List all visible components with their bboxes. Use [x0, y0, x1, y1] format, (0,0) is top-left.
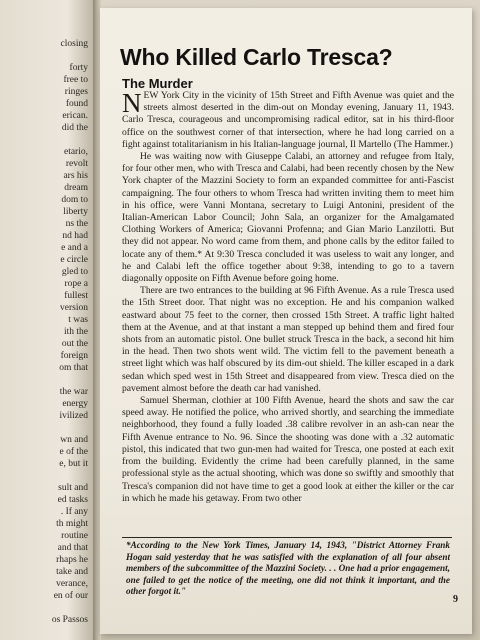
- left-page-line: foreign: [60, 351, 88, 361]
- footnote-rule: [122, 537, 452, 538]
- right-page: [100, 8, 472, 634]
- left-page-line: out the: [61, 339, 88, 349]
- paragraph-4: Samuel Sherman, clothier at 100 Fifth Avenue, heard the shots and saw the car speed away. He notified the police, who arrived shortly, and searching the immediate neighborhood, they found a fully loaded .38 calibre revolver in an ash-can near the Fifth Avenue entrance to No. 96. Since the shooting was done with a .32 automatic pistol, this indicated that two gun-men had waited for Tresca, one posted at each exit from the building. Evidently the crime had been carefully planned, in the same professional style as the actual shooting, which was done so swiftly and smoothly that Tresca's companion did not have time to get a good look at either the killer or the car in which he made his getaway. From two other: [122, 395, 454, 504]
- left-page-line: did the: [61, 123, 88, 133]
- left-page-line: forty: [69, 63, 88, 73]
- left-page-line: ringes: [64, 87, 88, 97]
- left-page-line: e of the: [59, 447, 88, 457]
- left-page-line: verance,: [56, 579, 88, 589]
- left-page-line: dream: [64, 183, 88, 193]
- article-title: Who Killed Carlo Tresca?: [120, 44, 393, 70]
- left-page-line: liberty: [63, 207, 88, 217]
- left-page-line: ith the: [63, 327, 88, 337]
- left-page-line: en of our: [53, 591, 88, 601]
- left-page-line: sult and: [58, 483, 88, 493]
- paragraph-1-text: EW York City in the vicinity of 15th Street and Fifth Avenue was quiet and the streets almost deserted in the dim-out on Monday evening, January 11, 1943. Carlo Tresca, courageous and uncompromising radical editor, sat in his third-floor office on the southwest corner of that intersection, where he had long carried on a fight against totalitarianism in his Italian-language journal, Il Martello (The Hammer.): [122, 90, 454, 150]
- footnote: *According to the New York Times, January 14, 1943, "District Attorney Frank Hogan said yesterday that he was satisfied with the explanation of all four absent members of the subcommittee of the Mazzini Society. . . One had a prior engagement, one failed to get the notice of the meeting, one did not think it important, and the other forgot it.": [126, 540, 450, 597]
- left-page-line: dom to: [61, 195, 88, 205]
- left-page-line: ed tasks: [57, 495, 88, 505]
- paragraph-2: He was waiting now with Giuseppe Calabi, an attorney and refugee from Italy, for four other men, who with Tresca and Calabi, had been recently chosen by the New York chapter of the Mazzini Society to form an expanded committee for anti-Fascist campaigning. The four others to whom Tresca had written inviting them to meet him in his office, were Vanni Montana, secretary to Luigi Antonini, president of the Italian-American Labor Council; John Sala, an organizer for the Amalgamated Clothing Workers of America; Giovanni Profenna; and Gian Mario Lanzilotti. But they did not appear. No word came from them, and phone calls by the editor failed to locate any of them.* At 9:30 Tresca concluded it was useless to wait any longer, and he and Calabi left the office together about 9:38, intending to go to a tavern diagonally opposite on Fifth Avenue before going home.: [122, 151, 454, 285]
- left-page-line: etario,: [63, 147, 88, 157]
- left-page-line: found: [65, 99, 88, 109]
- left-page-line: os Passos: [51, 615, 88, 625]
- paragraph-1: [122, 90, 454, 151]
- left-page-line: free to: [63, 75, 88, 85]
- left-page-line: ns the: [65, 219, 88, 229]
- left-page-line: the war: [59, 387, 88, 397]
- left-page-line: . If any: [60, 507, 88, 517]
- left-page-line: revolt: [65, 159, 88, 169]
- article-body: [122, 90, 454, 505]
- left-page-line: rope a: [64, 279, 88, 289]
- left-page-line: gled to: [61, 267, 88, 277]
- left-page-line: e and a: [61, 243, 88, 253]
- left-page-line: fullest: [64, 291, 88, 301]
- left-page-line: closing: [60, 39, 88, 49]
- left-page: [0, 0, 96, 640]
- left-page-line: wn and: [60, 435, 88, 445]
- left-page-line: version: [60, 303, 88, 313]
- page-number: 9: [453, 594, 458, 605]
- paragraph-3: There are two entrances to the building at 96 Fifth Avenue. As a rule Tresca used the 15th Street door. That night was no exception. He and his companion walked eastward about 75 feet to the corner, then crossed 15th Street. A traffic light halted them at the Avenue, and at that instant a man stepped up behind them and fired four shots from an automatic pistol. One bullet struck Tresca in the back, a second hit him in the head. Then two shots went wild. The victim fell to the pavement beneath a street light which was half obscured by its dim-out shield. The killer escaped in a dark sedan which sped west in 15th Street and disappeared from view. Tresca died on the pavement almost before the death car had vanished.: [122, 285, 454, 394]
- left-page-line: t was: [68, 315, 88, 325]
- left-page-line: rhaps he: [56, 555, 88, 565]
- left-page-line: and that: [57, 543, 88, 553]
- left-page-line: om that: [59, 363, 88, 373]
- left-page-line: th might: [56, 519, 88, 529]
- section-heading: The Murder: [122, 76, 193, 91]
- left-page-line: erican.: [62, 111, 88, 121]
- left-page-line: e circle: [60, 255, 88, 265]
- left-page-line: nd had: [62, 231, 88, 241]
- left-page-line: energy: [62, 399, 88, 409]
- left-page-line: ivilized: [59, 411, 88, 421]
- left-page-line: ars his: [63, 171, 88, 181]
- left-page-line: e, but it: [59, 459, 88, 469]
- left-page-line: take and: [56, 567, 88, 577]
- left-page-line: routine: [61, 531, 88, 541]
- drop-cap: N: [122, 88, 142, 118]
